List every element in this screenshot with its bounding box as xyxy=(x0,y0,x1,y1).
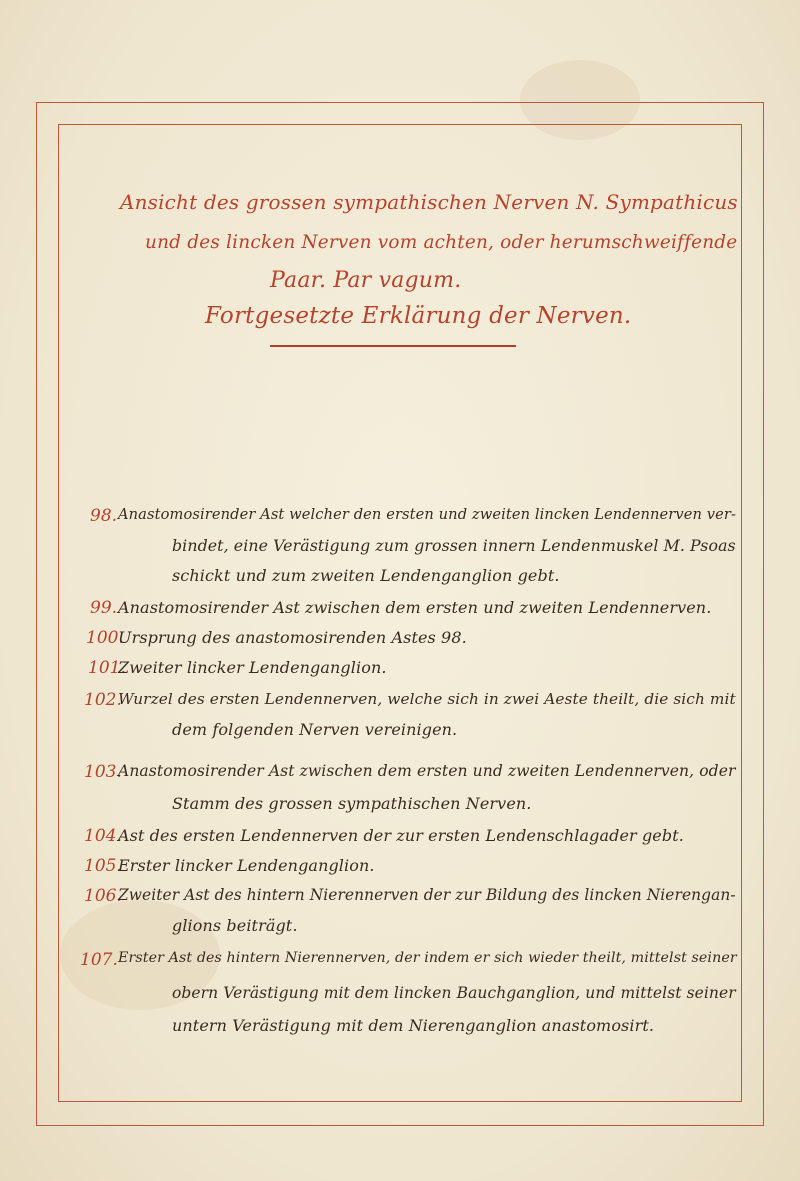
entry-text: Erster lincker Lendenganglion. xyxy=(118,856,375,875)
entry-text: Stamm des grossen sympathischen Nerven. xyxy=(172,794,532,813)
entry-number: 102. xyxy=(84,690,122,710)
entry-number: 100. xyxy=(86,628,124,648)
entry-number: 98. xyxy=(90,506,118,526)
entry-text: dem folgenden Nerven vereinigen. xyxy=(172,720,458,739)
entry-text: Anastomosirender Ast zwischen dem ersten und zweiten Lendennerven, oder xyxy=(118,762,736,780)
entry-text: Ursprung des anastomosirenden Astes 98. xyxy=(118,628,467,647)
entry-text: Wurzel des ersten Lendennerven, welche sich in zwei Aeste theilt, die sich mit xyxy=(118,690,736,708)
entry-number: 101. xyxy=(88,658,126,678)
entry-text: untern Verästigung mit dem Nierenganglion anastomosirt. xyxy=(172,1016,655,1035)
entry-text: bindet, eine Verästigung zum grossen innern Lendenmuskel M. Psoas xyxy=(172,536,736,555)
entry-text: Ast des ersten Lendennerven der zur ersten Lendenschlagader gebt. xyxy=(118,826,684,845)
entry-number: 105. xyxy=(84,856,122,876)
title-line-3: Paar. Par vagum. xyxy=(270,268,462,293)
entry-number: 104. xyxy=(84,826,122,846)
entry-text: Anastomosirender Ast zwischen dem ersten und zweiten Lendennerven. xyxy=(118,598,712,617)
title-line-4: Fortgesetzte Erklärung der Nerven. xyxy=(205,303,632,329)
entry-text: Anastomosirender Ast welcher den ersten und zweiten lincken Lendennerven ver- xyxy=(118,506,737,523)
entry-number: 107. xyxy=(80,950,118,970)
entry-text: Erster Ast des hintern Nierennerven, der indem er sich wieder theilt, mittelst seiner xyxy=(118,950,737,966)
entry-text: obern Verästigung mit dem lincken Bauchganglion, und mittelst seiner xyxy=(172,984,736,1002)
entry-number: 99. xyxy=(90,598,118,618)
title-line-2: und des lincken Nerven vom achten, oder herumschweiffende xyxy=(145,232,738,253)
entry-number: 106. xyxy=(84,886,122,906)
title-line-1: Ansicht des grossen sympathischen Nerven N. Sympathicus xyxy=(120,190,738,214)
entry-text: Zweiter lincker Lendenganglion. xyxy=(118,658,387,677)
entry-text: glions beiträgt. xyxy=(172,916,298,935)
entry-text: Zweiter Ast des hintern Nierennerven der zur Bildung des lincken Nierengan- xyxy=(118,886,736,904)
entry-number: 103. xyxy=(84,762,122,782)
entry-text: schickt und zum zweiten Lendenganglion gebt. xyxy=(172,566,560,585)
